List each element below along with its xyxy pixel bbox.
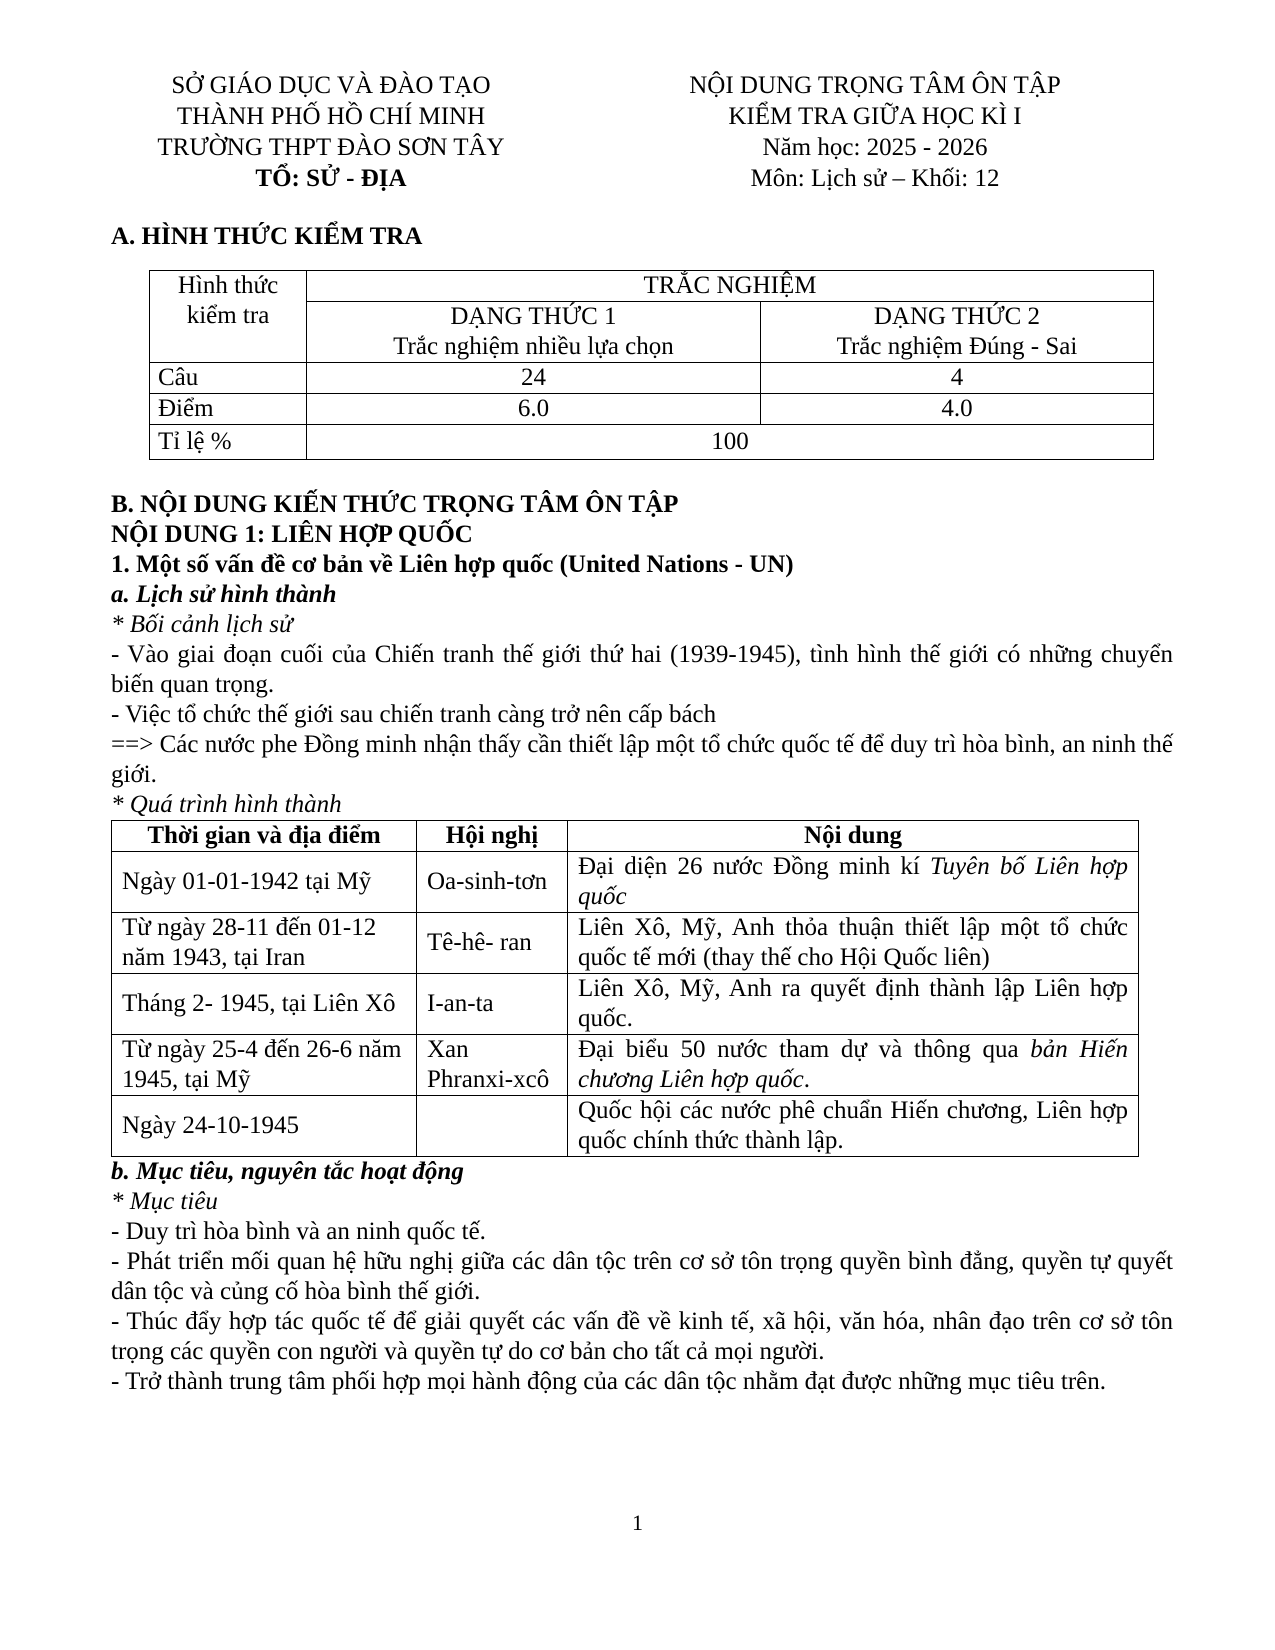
subsection-b-title: b. Mục tiêu, nguyên tắc hoạt động — [111, 1158, 464, 1185]
school-year: Năm học: 2025 - 2026 — [762, 134, 988, 161]
conference-cell: Xan Phranxi-xcô — [417, 1035, 568, 1096]
form1-desc: Trắc nghiệm nhiều lựa chọn — [393, 333, 674, 360]
content-text: . — [803, 1066, 810, 1093]
time-cell: Từ ngày 25-4 đến 26-6 năm 1945, tại Mỹ — [112, 1035, 417, 1096]
content-emphasis: Tuyên bố Liên hợp quốc — [578, 853, 1128, 910]
time-cell: Ngày 01-01-1942 tại Mỹ — [112, 852, 417, 913]
content-text: Liên Xô, Mỹ, Anh thỏa thuận thiết lập một tổ chức quốc tế mới (thay thế cho Hội Quốc liên) — [578, 914, 1128, 971]
city-name: THÀNH PHỐ HỒ CHÍ MINH — [176, 103, 486, 130]
school-info — [111, 70, 551, 194]
cell-value: 24 — [307, 363, 761, 394]
content-cell — [568, 913, 1139, 974]
conference-cell: Oa-sinh-tơn — [417, 852, 568, 913]
form1-title: DẠNG THỨC 1 — [450, 303, 617, 330]
section-a-title: A. HÌNH THỨC KIỂM TRA — [111, 223, 423, 250]
column-header: Thời gian và địa điểm — [112, 821, 417, 852]
content-cell — [568, 852, 1139, 913]
paragraph: - Việc tổ chức thế giới sau chiến tranh càng trở nên cấp bách — [111, 701, 717, 728]
document-header — [111, 70, 1173, 194]
formation-process-table — [111, 820, 1139, 1157]
row-label: Điểm — [150, 394, 307, 425]
table-row — [150, 394, 1154, 425]
document-page — [111, 70, 1173, 1397]
content-cell — [568, 1035, 1139, 1096]
document-info — [625, 70, 1125, 194]
content-cell — [568, 974, 1139, 1035]
faculty-name: TỔ: SỬ - ĐỊA — [255, 165, 407, 192]
subject-grade: Môn: Lịch sử – Khối: 12 — [750, 165, 1000, 192]
table-row — [150, 363, 1154, 394]
time-cell: Tháng 2- 1945, tại Liên Xô — [112, 974, 417, 1035]
paragraph: - Thúc đẩy hợp tác quốc tế để giải quyết các vấn đề về kinh tế, xã hội, văn hóa, nhân đạo trên cơ sở tôn trọng các quyền con người và quyền tự do cơ bản cho tất cả mọi người. — [111, 1308, 1173, 1365]
column-header: Hội nghị — [417, 821, 568, 852]
table-row — [112, 913, 1139, 974]
content-emphasis: bản Hiến chương Liên hợp quốc — [578, 1036, 1128, 1093]
form1-header — [307, 302, 761, 363]
paragraph: - Phát triển mối quan hệ hữu nghị giữa các dân tộc trên cơ sở tôn trọng quyền bình đẳng, quyền tự quyết dân tộc và củng cố hòa bình thế giới. — [111, 1248, 1173, 1305]
process-title: * Quá trình hình thành — [111, 791, 342, 818]
cell-value: 4 — [760, 363, 1153, 394]
time-cell: Ngày 24-10-1945 — [112, 1096, 417, 1157]
school-name: TRƯỜNG THPT ĐÀO SƠN TÂY — [157, 134, 505, 161]
paragraph: - Duy trì hòa bình và an ninh quốc tế. — [111, 1218, 486, 1245]
conference-cell: Tê-hê- ran — [417, 913, 568, 974]
exam-name: KIỂM TRA GIỮA HỌC KÌ I — [728, 103, 1022, 130]
cell-value: 4.0 — [760, 394, 1153, 425]
content-text: Đại biểu 50 nước tham dự và thông qua — [578, 1036, 1031, 1063]
column-header: Nội dung — [568, 821, 1139, 852]
table-group-header: TRẮC NGHIỆM — [307, 271, 1154, 302]
table-row — [112, 1035, 1139, 1096]
context-title: * Bối cảnh lịch sử — [111, 611, 293, 638]
table-row — [150, 425, 1154, 460]
content-text: Đại diện 26 nước Đồng minh kí — [578, 853, 931, 880]
paragraph: - Trở thành trung tâm phối hợp mọi hành động của các dân tộc nhằm đạt được những mục tiêu trên. — [111, 1368, 1107, 1395]
table-corner-cell: Hình thức kiểm tra — [150, 271, 307, 363]
content-text: Liên Xô, Mỹ, Anh ra quyết định thành lập Liên hợp quốc. — [578, 975, 1128, 1032]
exam-format-table — [149, 270, 1154, 460]
conference-cell: I-an-ta — [417, 974, 568, 1035]
item1-title: 1. Một số vấn đề cơ bản về Liên hợp quốc (United Nations - UN) — [111, 551, 794, 578]
time-cell: Từ ngày 28-11 đến 01-12 năm 1943, tại Iran — [112, 913, 417, 974]
table-row — [112, 852, 1139, 913]
department-name: SỞ GIÁO DỤC VÀ ĐÀO TẠO — [171, 72, 491, 99]
subsection-a-title: a. Lịch sử hình thành — [111, 581, 337, 608]
paragraph: - Vào giai đoạn cuối của Chiến tranh thế giới thứ hai (1939-1945), tình hình thế giới có những chuyển biến quan trọng. — [111, 641, 1173, 698]
row-label: Tỉ lệ % — [150, 425, 307, 460]
form2-desc: Trắc nghiệm Đúng - Sai — [836, 333, 1078, 360]
cell-value: 100 — [307, 425, 1154, 460]
content-cell — [568, 1096, 1139, 1157]
document-title: NỘI DUNG TRỌNG TÂM ÔN TẬP — [689, 72, 1061, 99]
page-number: 1 — [632, 1510, 643, 1535]
table-row — [112, 974, 1139, 1035]
paragraph: ==> Các nước phe Đồng minh nhận thấy cần thiết lập một tổ chức quốc tế để duy trì hòa bình, an ninh thế giới. — [111, 731, 1173, 788]
table-row — [112, 1096, 1139, 1157]
conference-cell — [417, 1096, 568, 1157]
form2-title: DẠNG THỨC 2 — [873, 303, 1041, 330]
content1-title: NỘI DUNG 1: LIÊN HỢP QUỐC — [111, 521, 473, 548]
row-label: Câu — [150, 363, 307, 394]
section-b-title: B. NỘI DUNG KIẾN THỨC TRỌNG TÂM ÔN TẬP — [111, 491, 679, 518]
form2-header — [760, 302, 1153, 363]
cell-value: 6.0 — [307, 394, 761, 425]
content-text: Quốc hội các nước phê chuẩn Hiến chương, Liên hợp quốc chính thức thành lập. — [578, 1097, 1128, 1154]
goals-title: * Mục tiêu — [111, 1188, 218, 1215]
